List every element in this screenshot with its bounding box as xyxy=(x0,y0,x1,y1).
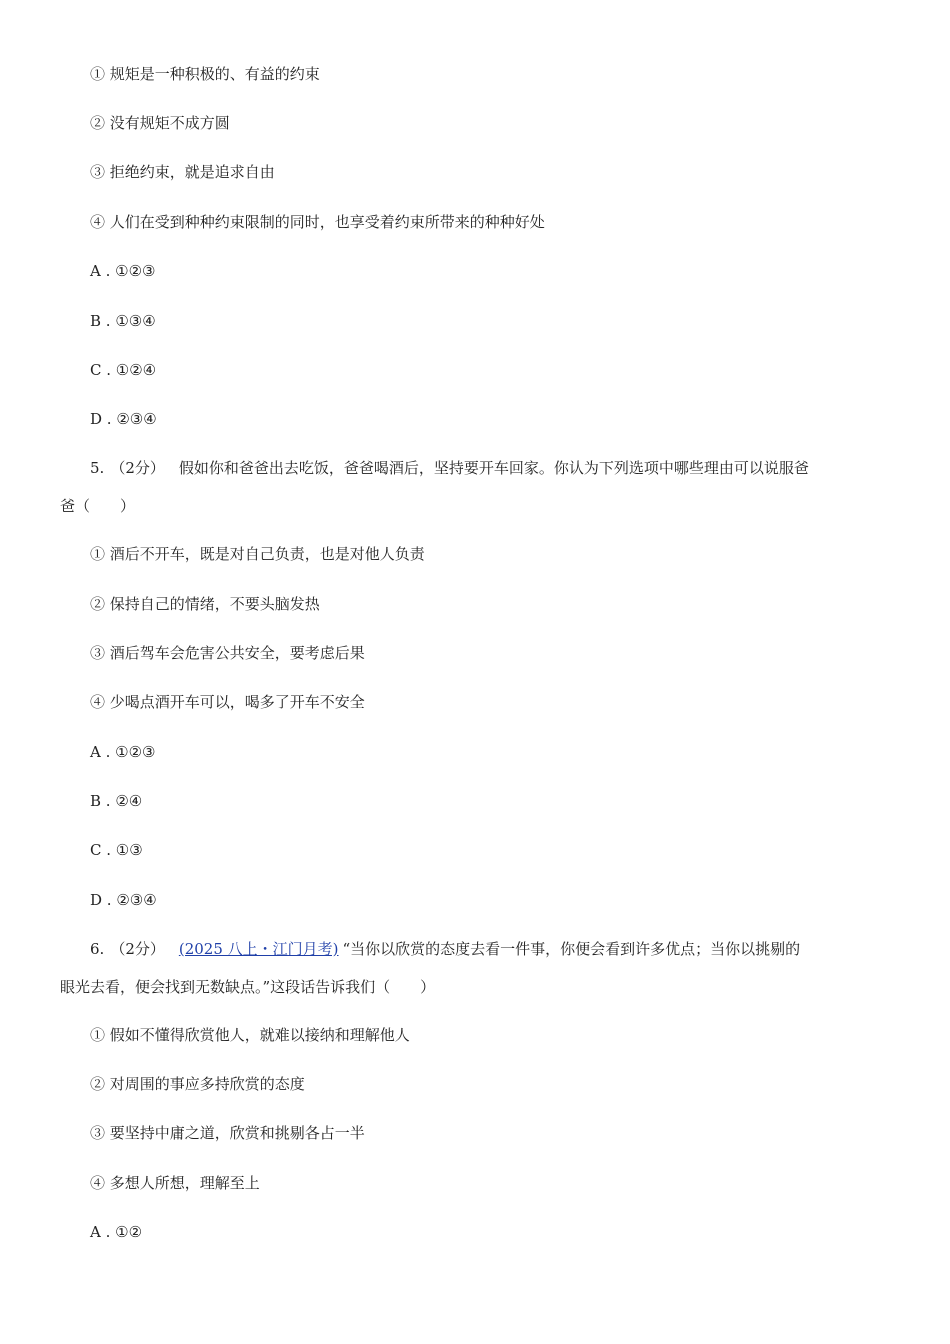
question-score: （2分） xyxy=(110,459,165,477)
question-5-stem xyxy=(60,458,895,516)
question-number: 5. xyxy=(90,459,105,477)
question-text: “当你以欣赏的态度去看一件事，你便会看到许多优点；当你以挑剔的 xyxy=(342,940,801,958)
statement-3: ③ 拒绝约束，就是追求自由 xyxy=(90,163,275,181)
statement-3: ③ 酒后驾车会危害公共安全，要考虑后果 xyxy=(90,644,365,662)
statement-1: ① 规矩是一种积极的、有益的约束 xyxy=(90,65,320,83)
question-text-continued: 眼光去看，便会找到无数缺点。”这段话告诉我们（ ） xyxy=(60,978,436,996)
statement-4: ④ 人们在受到种种约束限制的同时，也享受着约束所带来的种种好处 xyxy=(90,213,545,231)
statement-3: ③ 要坚持中庸之道，欣赏和挑剔各占一半 xyxy=(90,1124,365,1142)
option-c[interactable]: C . ①③ xyxy=(90,841,143,859)
statement-4: ④ 少喝点酒开车可以，喝多了开车不安全 xyxy=(90,693,365,711)
source-link[interactable]: (2025 八上・江门月考) xyxy=(178,940,339,958)
option-c[interactable]: C . ①②④ xyxy=(90,361,157,379)
option-b[interactable]: B . ②④ xyxy=(90,792,143,810)
statement-2: ② 对周围的事应多持欣赏的态度 xyxy=(90,1075,305,1093)
statement-4: ④ 多想人所想，理解至上 xyxy=(90,1174,260,1192)
option-a[interactable]: A . ①② xyxy=(90,1223,143,1241)
question-number: 6. xyxy=(90,940,105,958)
question-score: （2分） xyxy=(110,940,165,958)
question-text-continued: 爸（ ） xyxy=(60,497,136,515)
option-a[interactable]: A . ①②③ xyxy=(90,262,156,280)
question-text: 假如你和爸爸出去吃饭，爸爸喝酒后，坚持要开车回家。你认为下列选项中哪些理由可以说服爸 xyxy=(178,459,809,477)
option-a[interactable]: A . ①②③ xyxy=(90,743,156,761)
statement-1: ① 酒后不开车，既是对自己负责，也是对他人负责 xyxy=(90,545,425,563)
option-d[interactable]: D . ②③④ xyxy=(90,410,157,428)
question-6-stem xyxy=(60,939,895,997)
option-d[interactable]: D . ②③④ xyxy=(90,891,157,909)
statement-1: ① 假如不懂得欣赏他人，就难以接纳和理解他人 xyxy=(90,1026,410,1044)
statement-2: ② 没有规矩不成方圆 xyxy=(90,114,230,132)
option-b[interactable]: B . ①③④ xyxy=(90,312,156,330)
statement-2: ② 保持自己的情绪，不要头脑发热 xyxy=(90,595,320,613)
